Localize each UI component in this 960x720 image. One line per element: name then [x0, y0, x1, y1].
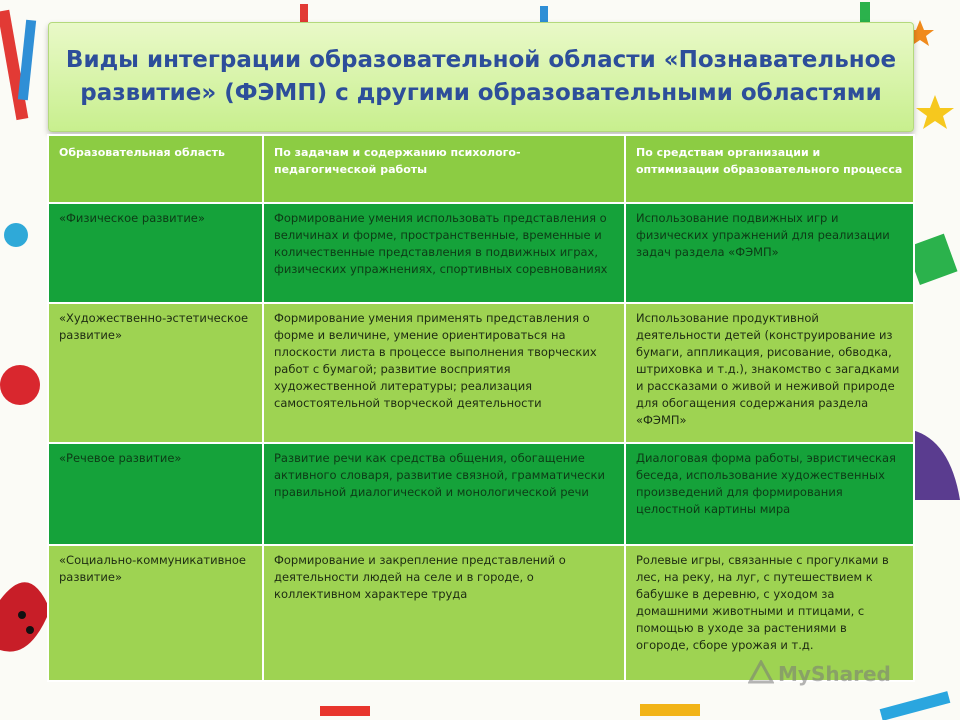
header-cell: По задачам и содержанию психолого-педагогической работы [263, 135, 625, 203]
table-cell: «Социально-коммуникативное развитие» [48, 545, 263, 681]
table-row [48, 303, 914, 443]
table-cell: Использование продуктивной деятельности детей (конструирование из бумаги, аппликация, рисование, обводка, штриховка и т.д.), знакомство с загадками и рассказами о живой и неживой природе для обогащения содержания раздела «ФЭМП» [625, 303, 914, 443]
left-pencil-icon [0, 10, 36, 120]
watermark-logo-icon [748, 660, 774, 684]
table-row [48, 443, 914, 545]
table-cell: Формирование и закрепление представлений о деятельности людей на селе и в городе, о коллективном характере труда [263, 545, 625, 681]
table-cell: «Речевое развитие» [48, 443, 263, 545]
bottom-crayons-icon [320, 691, 950, 720]
table-cell: Ролевые игры, связанные с прогулками в лес, на реку, на луг, с путешествием к бабушке в деревню, с уходом за домашними животными и птицами, с помощью в уходе за растениями в огороде, сборе урожая и т.д. [625, 545, 914, 681]
table-header-row [48, 135, 914, 203]
watermark-text: MyShared [778, 662, 891, 686]
table-cell: Формирование умения использовать представления о величинах и форме, пространственные, временные и количественные представления в подвижных играх, физических упражнениях, спортивных соревнованиях [263, 203, 625, 303]
table-cell: Использование подвижных игр и физических упражнений для реализации задач раздела «ФЭМП» [625, 203, 914, 303]
title-banner [48, 22, 914, 132]
apple-icon [0, 365, 40, 405]
header-cell: По средствам организации и оптимизации образовательного процесса [625, 135, 914, 203]
page-title: Виды интеграции образовательной области «Познавательное развитие» (ФЭМП) с другими образовательными областями [65, 47, 897, 106]
table-cell: Развитие речи как средства общения, обогащение активного словаря, развитие связной, грамматически правильной диалогической и монологической речи [263, 443, 625, 545]
table-row [48, 545, 914, 681]
table-cell: «Художественно-эстетическое развитие» [48, 303, 263, 443]
table-cell: «Физическое развитие» [48, 203, 263, 303]
table-cell: Диалоговая форма работы, эвристическая беседа, использование художественных произведений для формирования целостной картины мира [625, 443, 914, 545]
table-row [48, 203, 914, 303]
header-cell: Образовательная область [48, 135, 263, 203]
table-cell: Формирование умения применять представления о форме и величине, умение ориентироваться на плоскости листа в процессе выполнения творческих работ с бумагой; развитие восприятия художественной литературы; реализация самостоятельной творческой деятельности [263, 303, 625, 443]
umbrella-icon [912, 430, 960, 500]
top-decoration-icon [300, 2, 870, 24]
paint-drop-icon [4, 223, 28, 247]
integration-table [47, 134, 915, 682]
